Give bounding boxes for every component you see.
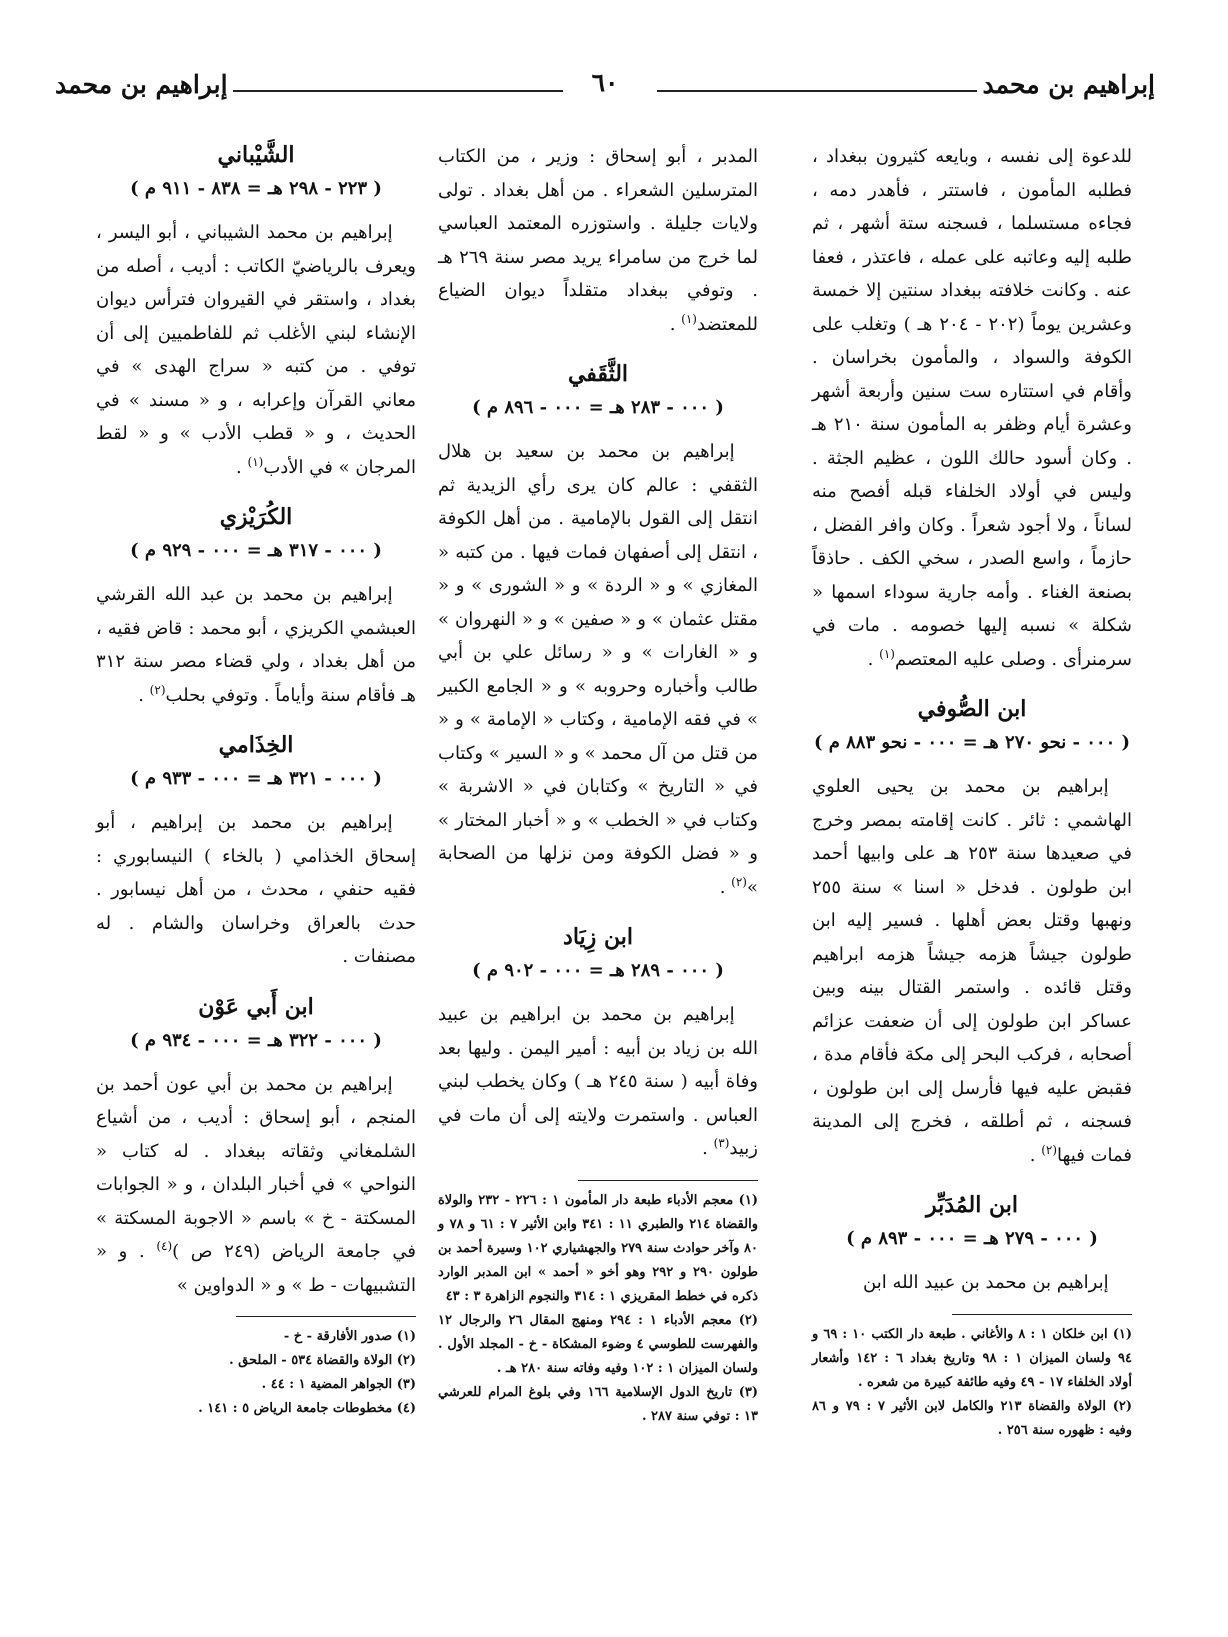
column-middle (438, 140, 758, 1429)
footnote-ref: (١) (681, 311, 697, 326)
entry-body: إبراهيم بن محمد بن إبراهيم ، أبو إسحاق الخذامي ( بالخاء ) النيسابوري : فقيه حنفي ، محدث ، من أهل نيسابور . حدث بالعراق وخراسان والشام . له مصنفات . (96, 812, 416, 967)
entry-dates: ( ٠٠٠ - ٣٢١ هـ = ٠٠٠ - ٩٣٣ م ) (130, 768, 382, 789)
page-header (55, 70, 1155, 110)
footnote-ref: (١) (879, 646, 895, 661)
entry-body: إبراهيم بن محمد بن عبيد الله ابن (863, 1272, 1109, 1293)
footnotes (96, 1325, 416, 1421)
running-title-right: إبراهيم بن محمد (982, 70, 1155, 99)
entry-body: إبراهيم بن محمد بن سعيد بن هلال الثقفي : عالم كان يرى رأي الزيدية ثم انتقل إلى القول بالإمامية . من أهل الكوفة ، انتقل إلى أصفهان فمات فيها . من كتبه « المغازي » و « الردة » و « الشورى » و « مقتل عثمان » و « صفين » و « النهروان » و « الغارات » و « رسائل علي بن أبي طالب وأخباره وحروبه » و « الجامع الكبير » في فقه الإمامية ، وكتاب « الإمامة » و « من قتل من آل محمد » و « السير » وكتاب في « التاريخ » وكتابان في « الاشربة » وكتاب في « الخطب » و « أخبار المختار » و « فضل الكوفة ومن نزلها من الصحابة »$^{(٢)}$ . (438, 441, 758, 898)
entry-title: ابن زِيَاد (563, 924, 633, 950)
entry-title: الكُرَيْزي (219, 504, 293, 530)
footnote-rule (236, 1316, 416, 1317)
entry-dates: ( ٠٠٠ - ٢٨٩ هـ = ٠٠٠ - ٩٠٢ م ) (472, 960, 724, 981)
footnote: (٣) الجواهر المضية ١ : ٤٤ . (261, 1377, 416, 1392)
entry-body: إبراهيم بن محمد بن يحيى العلوي الهاشمي : ثائر . كانت إقامته بمصر وخرج في صعيدها سنة ٢٥٣ هـ على وابيها أحمد ابن طولون . فدخل « اسنا » سنة ٢٥٥ ونهبها وقتل بعض أهلها . فسير إليه ابن طولون جيشاً هزمه جيشاً هزمه ابراهيم وقتل قائده . واستمر القتال بينه وبين عساكر ابن طولون إلى أن ضعفت عزائم أصحابه ، فركب البحر إلى مكة فأقام مدة ، فقبض عليه فيها فأرسل إلى ابن طولون ، فسجنه ، ثم أطلقه ، فخرج إلى المدينة فمات فيها$^{(٢)}$ . (812, 776, 1132, 1166)
footnote: (٤) مخطوطات جامعة الرياض ٥ : ١٤١ . (198, 1401, 416, 1416)
footnote: (٢) الولاة والقضاة ٢١٣ والكامل لابن الأثير ٧ : ٧٩ و ٨٦ وفيه : ظهوره سنة ٢٥٦ . (812, 1398, 1133, 1438)
entry-body: إبراهيم بن محمد بن ابراهيم بن عبيد الله بن زياد بن أبيه : أمير اليمن . وليها بعد وفاة أبيه ( سنة ٢٤٥ هـ ) وكان يخطب لبني العباس . واستمرت ولايته إلى أن مات في زبيد$^{(٣)}$ . (438, 1004, 758, 1159)
entry-title: الخِذَامي (218, 732, 294, 758)
entry-continuation: المدبر ، أبو إسحاق : وزير ، من الكتاب المترسلين الشعراء . من أهل بغداد . تولى ولايات جليلة . واستوزره المعتمد العباسي لما خرج من سامراء يريد مصر سنة ٢٦٩ هـ . وتوفي ببغداد متقلداً ديوان الضياع للمعتضد$^{(١)}$ . (438, 146, 758, 335)
footnotes (438, 1189, 758, 1429)
footnote-ref: (٤) (156, 1239, 173, 1253)
footnote-ref: (١) (247, 454, 264, 469)
entry-title: الثَّقَفي (567, 361, 629, 387)
entry-title: ابن أَبي عَوْن (198, 993, 314, 1020)
footnote: (١) ابن خلكان ١ : ٨ والأغاني . طبعة دار الكتب ١٠ : ٦٩ و ٩٤ ولسان الميزان ١ : ٩٨ وتاريخ بغداد ٦ : ١٤٢ وأشعار أولاد الخلفاء ١٧ - ٤٩ وفيه طائفة كبيرة من شعره . (812, 1326, 1133, 1390)
entry-body: إبراهيم بن محمد بن أبي عون أحمد بن المنجم ، أبو إسحاق : أديب ، من أشياع الشلمغاني وثقاته ببغداد . له كتاب « النواحي » في أخبار البلدان ، و « الجوابات المسكتة - خ » باسم « الاجوبة المسكتة » في جامعة الرياض (٢٤٩ ص )$^{(٤)}$ . و « التشبيهات - ط » و « الدواوين » (96, 1073, 416, 1296)
footnote: (١) معجم الأدباء طبعة دار المأمون ١ : ٢٢٦ - ٢٣٢ والولاة والقضاة ٢١٤ والطبري ١١ : ٣٤١ وابن الأثير ٧ : ٦١ و ٧٨ و ٨٠ وآخر حوادث سنة ٢٧٩ والجهشياري ١٠٢ وسيرة أحمد بن طولون ٢٩٠ و ٢٩٢ وهو أخو « أحمد » ابن المدبر الوارد ذكره في خطط المقريزي ١ : ٣١٤ والنجوم الزاهرة ٣ : ٤٣ (438, 1192, 758, 1304)
entry-dates: ( ٠٠٠ - ٢٨٣ هـ = ٠٠٠ - ٨٩٦ م ) (472, 397, 724, 418)
entry-dates: ( ٢٢٣ - ٢٩٨ هـ = ٨٣٨ - ٩١١ م ) (130, 178, 382, 199)
header-rule-left (233, 90, 563, 92)
entry-continuation: للدعوة إلى نفسه ، وبايعه كثيرون ببغداد ، فطلبه المأمون ، فاستتر ، فأهدر دمه ، فجاءه مستسلما ، فسجنه ستة أشهر ، ثم طلبه إليه وعاتبه على عمله ، فاعتذر ، فعفا عنه . وكانت خلافته ببغداد سنتين إلا خمسة وعشرين يوماً (٢٠٢ - ٢٠٤ هـ ) وتغلب على الكوفة والسواد ، والمأمون بخراسان . وأقام في استتاره ست سنين وأربعة أشهر وعشرة أيام وظفر به المأمون سنة ٢١٠ هـ . وكان أسود حالك اللون ، عظيم الجثة . وليس في أولاد الخلفاء قبله أفصح منه لساناً ، ولا أجود شعراً . وكان وافر الفضل ، حازماً ، واسع الصدر ، سخي الكف . حاذقاً بصنعة الغناء . وأمه جارية سوداء اسمها « شكلة » نسبه إليها خصومه . مات في سرمنرأى . وصلى عليه المعتصم$^{(١)}$ . (812, 146, 1132, 670)
column-right (812, 140, 1132, 1443)
footnote-ref: (٢) (1041, 1142, 1058, 1157)
entry-title: ابن المُدَبِّر (926, 1192, 1018, 1218)
footnote-rule (952, 1314, 1132, 1315)
running-title-left: إبراهيم بن محمد (55, 70, 228, 99)
footnote-rule (578, 1180, 758, 1181)
entry-title: الشَّيْباني (217, 142, 295, 168)
footnotes (812, 1323, 1132, 1443)
footnote: (٢) الولاة والقضاة ٥٣٤ - الملحق . (229, 1353, 416, 1368)
entry-body: إبراهيم بن محمد الشيباني ، أبو اليسر ، ويعرف بالرياضيّ الكاتب : أديب ، أصله من بغداد ، واستقر في القيروان فترأس ديوان الإنشاء لبني الأغلب ثم للفاطميين إلى أن توفي . من كتبه « سراج الهدى » في معاني القرآن وإعرابه ، و « مسند » في الحديث ، و « قطب الأدب » و « لقط المرجان » في الأدب$^{(١)}$ . (96, 222, 416, 478)
entry-title: ابن الصُّوفي (917, 696, 1027, 722)
entry-dates: ( ٠٠٠ - ٢٧٩ هـ = ٠٠٠ - ٨٩٣ م ) (846, 1228, 1098, 1249)
entry-dates: ( ٠٠٠ - نحو ٢٧٠ هـ = ٠٠٠ - نحو ٨٨٣ م ) (813, 732, 1131, 753)
entry-dates: ( ٠٠٠ - ٣١٧ هـ = ٠٠٠ - ٩٢٩ م ) (130, 540, 382, 561)
footnote: (٣) تاريخ الدول الإسلامية ١٦٦ وفي بلوغ المرام للعرشي ١٣ : توفي سنة ٢٨٧ . (438, 1384, 758, 1424)
column-left (96, 140, 416, 1421)
footnote-ref: (٣) (713, 1136, 730, 1150)
footnote: (١) صدور الأفارقة - خ - (283, 1329, 416, 1344)
footnote: (٢) معجم الأدباء ١ : ٢٩٤ ومنهج المقال ٢٦ والرجال ١٢ والفهرست للطوسي ٤ وضوء المشكاة - خ - المجلد الأول . ولسان الميزان ١ : ١٠٢ وفيه وفاته سنة ٢٨٠ هـ . (438, 1312, 758, 1376)
entry-dates: ( ٠٠٠ - ٣٢٢ هـ = ٠٠٠ - ٩٣٤ م ) (130, 1029, 382, 1051)
header-rule-right (657, 90, 977, 92)
footnote-ref: (٢) (149, 682, 166, 697)
page-number: ٦٠ (591, 68, 619, 97)
entry-body: إبراهيم بن محمد بن عبد الله القرشي العبشمي الكريزي ، أبو محمد : قاض فقيه ، من أهل بغداد ، ولي قضاء مصر سنة ٣١٢ هـ فأقام سنة وأياماً . وتوفي بحلب$^{(٢)}$ . (96, 584, 416, 706)
footnote-ref: (٢) (731, 874, 747, 889)
